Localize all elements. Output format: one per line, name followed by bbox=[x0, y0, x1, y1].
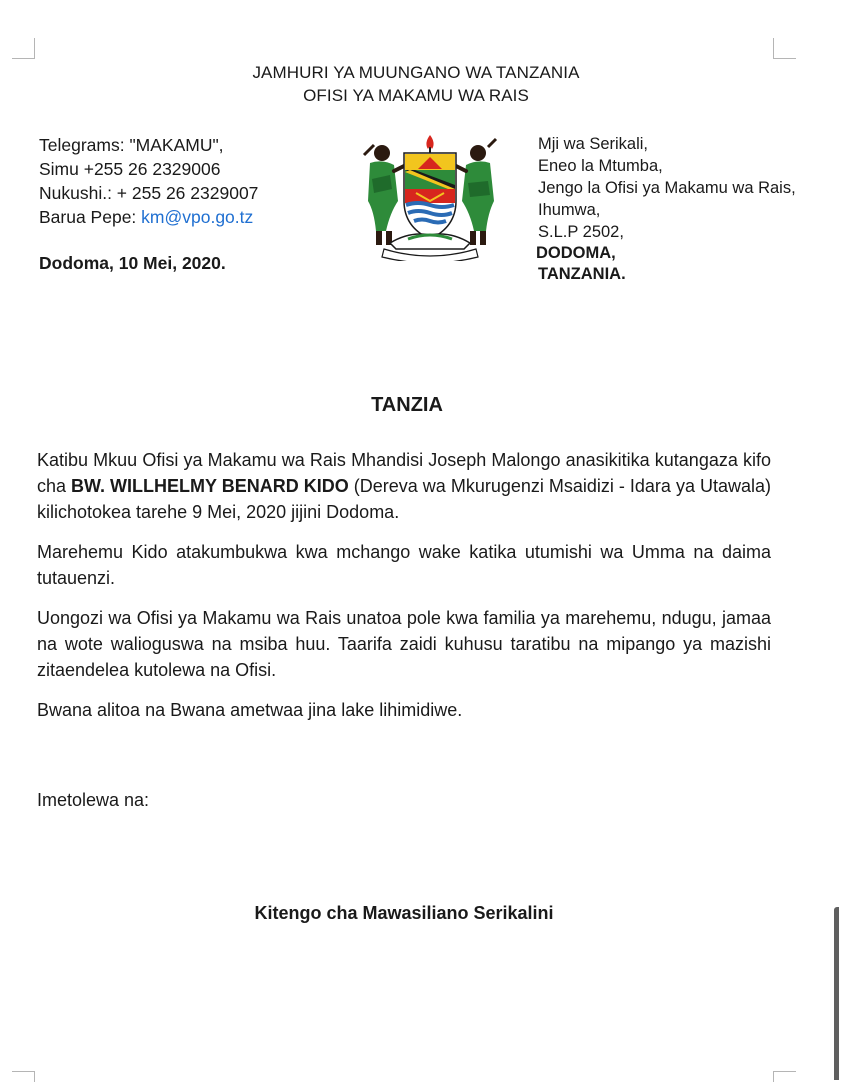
address-line: S.L.P 2502, bbox=[538, 223, 624, 241]
fax-line: Nukushi.: + 255 26 2329007 bbox=[39, 183, 259, 203]
paragraph-text: (Dereva wa Mkurugenzi Msaidizi - Idara ya Utawala) kilichotokea tarehe 9 Mei, 2020 jijini Dodoma. bbox=[37, 476, 772, 522]
phone-line: Simu +255 26 2329006 bbox=[39, 159, 221, 179]
body-paragraph: Marehemu Kido atakumbukwa kwa mchango wake katika utumishi wa Umma na daima tutauenzi. bbox=[37, 542, 771, 588]
page-corner-marker bbox=[12, 38, 35, 59]
address-line: Eneo la Mtumba, bbox=[538, 157, 663, 175]
contact-block bbox=[39, 133, 258, 229]
deceased-name: BW. WILLHELMY BENARD KIDO bbox=[71, 476, 349, 496]
letterhead bbox=[0, 61, 842, 107]
address-country: TANZANIA. bbox=[538, 265, 626, 283]
letter-date: Dodoma, 10 Mei, 2020. bbox=[39, 253, 226, 273]
paragraph-text: Katibu Mkuu Ofisi ya Makamu wa Rais Mhandisi Joseph Malongo anasikitika kutangaza kifo cha bbox=[37, 450, 771, 496]
coat-of-arms-icon bbox=[360, 131, 500, 261]
page-corner-marker bbox=[12, 1071, 35, 1082]
address-line: Jengo la Ofisi ya Makamu wa Rais, bbox=[538, 179, 796, 197]
email-link[interactable]: km@vpo.go.tz bbox=[141, 207, 254, 227]
document-title: TANZIA bbox=[371, 394, 443, 416]
address-line: Mji wa Serikali, bbox=[538, 135, 649, 153]
body-paragraph bbox=[37, 447, 771, 525]
address-line: Ihumwa, bbox=[538, 201, 601, 219]
telegrams-line: Telegrams: "MAKAMU", bbox=[39, 135, 224, 155]
email-line bbox=[39, 205, 258, 229]
body-paragraph: Bwana alitoa na Bwana ametwaa jina lake lihimidiwe. bbox=[37, 700, 463, 720]
office-address bbox=[538, 133, 796, 285]
letterhead-line-2: OFISI YA MAKAMU WA RAIS bbox=[303, 86, 529, 105]
issued-by-label: Imetolewa na: bbox=[37, 790, 150, 810]
letterhead-line-1: JAMHURI YA MUUNGANO WA TANZANIA bbox=[252, 63, 580, 82]
page-corner-marker bbox=[773, 38, 796, 59]
page-corner-marker bbox=[773, 1071, 796, 1082]
scrollbar-thumb[interactable] bbox=[834, 907, 839, 1080]
issuer-signature: Kitengo cha Mawasiliano Serikalini bbox=[254, 903, 554, 923]
body-paragraph: Uongozi wa Ofisi ya Makamu wa Rais unatoa pole kwa familia ya marehemu, ndugu, jamaa na wote walioguswa na msiba huu. Taarifa zaidi kuhusu taratibu na mipango ya mazishi zitaendelea kutolewa na Ofisi. bbox=[37, 608, 771, 680]
letter-body bbox=[37, 447, 771, 737]
address-city: DODOMA, bbox=[536, 244, 616, 262]
email-label: Barua Pepe: bbox=[39, 207, 142, 227]
